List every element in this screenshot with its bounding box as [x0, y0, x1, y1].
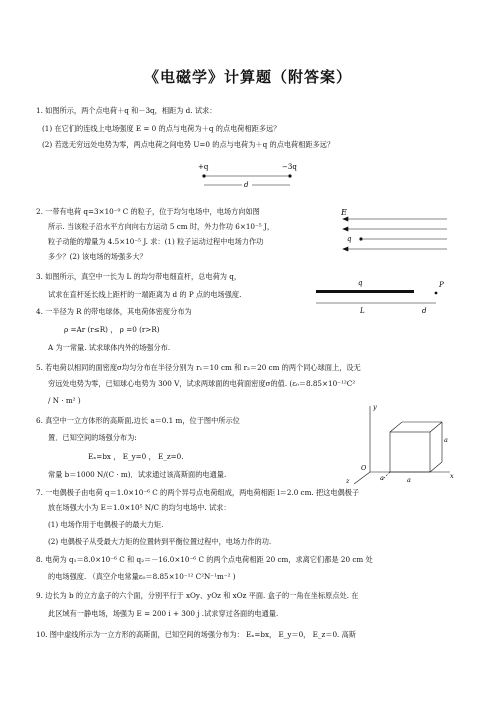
q7-line2: 放在场强大小为 E＝1.0×10⁵ N/C 的均匀电场中. 试求： [48, 503, 231, 512]
q4-line1: 4. 一半径为 R 的带电球体，其电荷体密度分布为 [36, 307, 192, 316]
fig2-charge-label: q [347, 235, 352, 243]
fig1-left-charge-label: +q [198, 163, 209, 171]
q1-part1: (1) 在它们的连线上电场强度 E = 0 的点与电荷为＋q 的点电荷相距多远？ [42, 124, 281, 133]
q5-line1: 5. 若电荷以相同的面密度σ均匀分布在半径分别为 r₁＝10 cm 和 r₂＝20 cm 的两个同心球面上，设无 [36, 363, 361, 372]
q7-line1: 7. 一电偶极子由电荷 q＝1.0×10⁻⁶ C 的两个异号点电荷组成，两电荷相距 l＝2.0 cm. 把这电偶极子 [36, 488, 360, 497]
fig1-distance-label: d [244, 181, 249, 189]
fig2-field-diagram [335, 205, 455, 260]
fig3-rod [316, 290, 414, 293]
q3-line2: 试求在直杆延长线上距杆的一端距离为 d 的 P 点的电场强度. [48, 290, 242, 299]
fig6-cube-front [390, 432, 430, 472]
fig6-edge-label-right: a [444, 436, 448, 444]
fig3-charge-label: q [358, 279, 363, 287]
q2-line3: 粒子动能的增量为 4.5×10⁻⁵ J. 求：(1) 粒子运动过程中电场力作功 [48, 237, 264, 246]
q3-line1: 3. 如图所示，真空中一长为 L 的均匀带电细直杆，总电荷为 q， [36, 272, 242, 281]
fig6-z-label: z [346, 477, 350, 485]
q7-part2: (2) 电偶极子从受最大力矩的位置转到平衡位置过程中，电场力作的功. [48, 537, 272, 546]
fig6-edge-label-depth: a [380, 474, 384, 482]
fig3-gap-label: d [422, 307, 427, 315]
fig2-field-lines [343, 217, 447, 251]
q2-line4: 多少？(2) 该电场的场强多大？ [48, 252, 147, 261]
q8-line2: 的电场强度. （真空介电常量ε₀＝8.85×10⁻¹² C²N⁻¹m⁻² ) [48, 572, 236, 581]
q1-line: 1. 如图所示，两个点电荷＋q 和－3q，相距为 d. 试求： [36, 106, 217, 115]
q7-part1: (1) 电场作用于电偶极子的最大力矩. [48, 520, 164, 529]
q1-part2: (2) 若选无穷远处电势为零，两点电荷之间电势 U=0 的点与电荷为＋q 的点电荷相距多远？ [42, 140, 335, 149]
q5-line2: 穷远处电势为零，已知球心电势为 300 V，试求两球面的电荷面密度σ的值. (ε₀＝8.85×10⁻¹²C² [48, 379, 356, 388]
fig6-cube-diagram [332, 400, 462, 485]
fig6-x-label: x [450, 472, 454, 480]
q2-line1: 2. 一带有电荷 q=3×10⁻⁹ C 的粒子，位于均匀电场中，电场方向如图 [36, 207, 260, 216]
fig6-origin-label: O [361, 464, 367, 472]
fig3-point-p [435, 292, 438, 295]
fig6-z-axis [354, 472, 370, 484]
q6-field: Eₓ=bx ， E_y=0 ， E_z=0. [88, 452, 184, 461]
q4-density: ρ =Ar (r≤R) ， ρ =0 (r>R) [64, 325, 160, 334]
fig6-y-label: y [373, 403, 377, 411]
q6-line1: 6. 真空中一立方体形的高斯面,边长 a＝0.1 m，位于图中所示位 [36, 416, 240, 425]
q6-line4: 常量 b＝1000 N/(C · m)．试求通过该高斯面的电通量. [48, 470, 227, 479]
q6-line2: 置．已知空间的场强分布为: [48, 433, 137, 442]
q5-line3: / N · m² ) [48, 396, 81, 405]
fig3-length-label: L [360, 307, 365, 315]
q9-line1: 9. 边长为 b 的立方盒子的六个面，分别平行于 xOy、yOz 和 xOz 平面. 盒子的一角在坐标原点处. 在 [36, 591, 359, 600]
q2-line2: 所示. 当该粒子沿水平方向向右方运动 5 cm 时，外力作功 6×10⁻⁵ J， [48, 222, 275, 231]
q4-line3: A 为一常量. 试求球体内外的场强分布. [48, 343, 171, 352]
q9-line2: 此区域有一静电场，场强为 E = 200 i + 300 j .试求穿过各面的电通量. [48, 609, 279, 618]
fig6-edge-label-bottom: a [407, 476, 411, 484]
fig1-charges-diagram [190, 160, 310, 190]
fig3-point-label: P [439, 281, 444, 289]
fig1-right-charge-label: −3q [282, 163, 297, 171]
q8-line1: 8. 电荷为 q₁＝8.0×10⁻⁶ C 和 q₂＝－16.0×10⁻⁶ C 的两个点电荷相距 20 cm，求离它们都是 20 cm 处 [36, 555, 373, 564]
fig3-rod-diagram [312, 276, 457, 316]
page-title: 《电磁学》计算题（附答案） [143, 68, 352, 86]
fig2-field-label: E [341, 208, 347, 217]
q10-line1: 10. 图中虚线所示为一立方形的高斯面，已知空间的场强分布为： Eₓ=bx， E_y＝0， E_z＝0. 高斯 [36, 630, 356, 639]
fig2-charge-dot [359, 237, 362, 240]
